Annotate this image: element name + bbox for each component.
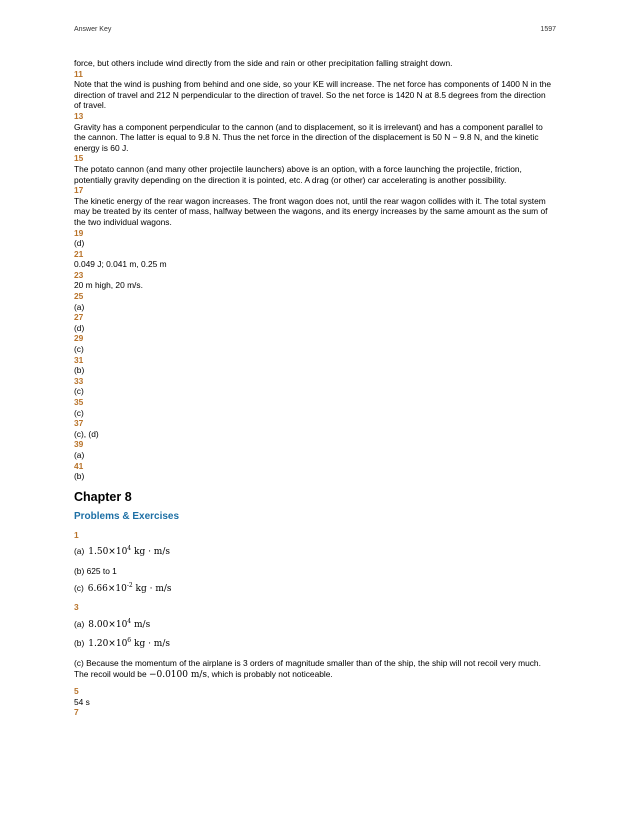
answer-text: The potato cannon (and many other projectile launchers) above is an option, with a force launching the projectile, friction, potentially gravity depending on the direction it is pointed, etc. A drag (or other) car accelerating is another possibility. [74, 163, 522, 185]
problem-number: 1 [74, 529, 79, 540]
answer-text: (d) [74, 238, 85, 249]
answer-number: 33 [74, 375, 84, 386]
part-label: (a) [74, 546, 85, 557]
part-label: (a) [74, 618, 85, 629]
answer-number: 17 [74, 185, 84, 196]
math-expression: $6.66\times 10^{-2}$ kg · m/s [87, 581, 172, 594]
answer-text: (b) [74, 471, 85, 482]
problem-number: 3 [74, 602, 79, 613]
answer-text: 0.049 J; 0.041 m, 0.25 m [74, 259, 167, 270]
answer-part-a [74, 546, 554, 558]
answer-number: 41 [74, 460, 84, 471]
answer-number: 39 [74, 439, 84, 450]
answer-text: (d) [74, 322, 85, 333]
section-heading: Problems & Exercises [74, 510, 180, 522]
answer-text: (c), (d) [74, 428, 99, 439]
problem-number: 5 [74, 686, 79, 697]
answer-part-c [74, 583, 554, 595]
answer-number: 11 [74, 68, 83, 79]
answer-text: Note that the wind is pushing from behind and one side, so your KE will increase. The net force has components of 1400 N in the direction of travel and 212 N perpendicular to the direction of travel. So the net force is 1420 N at 8.5 degrees from the direction of travel. [74, 79, 552, 111]
answer-number: 23 [74, 269, 84, 280]
answer-text: (a) [74, 449, 85, 460]
part-label: (b) [74, 638, 85, 649]
answer-text: (c) [74, 407, 84, 418]
answer-part-b [74, 638, 554, 650]
answer-key-content [74, 58, 554, 718]
math-expression: −0.0100 m/s [148, 669, 208, 680]
answer-text: 54 s [74, 696, 90, 707]
answer-text: (c) [74, 386, 84, 397]
answer-number: 31 [74, 354, 84, 365]
answer-number: 27 [74, 312, 84, 323]
answer-text: 20 m high, 20 m/s. [74, 280, 143, 291]
continued-text: force, but others include wind directly from the side and rain or other precipitation falling straight down. [74, 58, 453, 68]
chapter-heading: Chapter 8 [74, 489, 132, 504]
math-expression: $1.50\times 10^4$ kg · m/s [88, 545, 170, 558]
problem-number: 7 [74, 707, 79, 718]
answer-text: The kinetic energy of the rear wagon increases. The front wagon does not, until the rear wagon collides with it. The total system may be treated by its center of mass, halfway between the wagons, and its energy increases by the same amount as the sum of the two individual wagons. [74, 195, 548, 227]
answer-number: 15 [74, 153, 84, 164]
math-expression: $1.20\times 10^6$ kg · m/s [88, 637, 170, 650]
answer-number: 35 [74, 397, 84, 407]
answer-number: 29 [74, 333, 84, 344]
answer-text: (a) [74, 301, 85, 312]
answer-text: (b) [74, 365, 85, 376]
page-number: 1597 [540, 26, 556, 33]
answer-part-b: (b) 625 to 1 [74, 565, 117, 576]
answer-number: 25 [74, 291, 84, 302]
answer-number: 19 [74, 227, 84, 238]
answer-part-c: (c) Because the momentum of the airplane is 3 orders of magnitude smaller than of the ship, the ship will not recoil very much. The recoil would be −0.0100 m/s, which is probably not noticeable. [74, 657, 541, 680]
answer-text: (c) [74, 344, 84, 355]
part-label: (c) [74, 582, 84, 593]
answer-text: Gravity has a component perpendicular to the cannon (and to displacement, so it is irrelevant) and has a component parallel to the cannon. The latter is equal to 9.8 N. Thus the net force in the direction of the displacement is 50 N − 9.8 N, and the kinetic energy is 60 J. [74, 121, 543, 153]
answer-number: 21 [74, 248, 84, 259]
answer-list [74, 69, 554, 482]
answer-part-a [74, 619, 554, 631]
header-book-title: Answer Key [74, 26, 112, 33]
answer-number: 37 [74, 418, 84, 429]
answer-number: 13 [74, 110, 84, 121]
math-expression: $8.00\times 10^4$ m/s [88, 617, 151, 630]
